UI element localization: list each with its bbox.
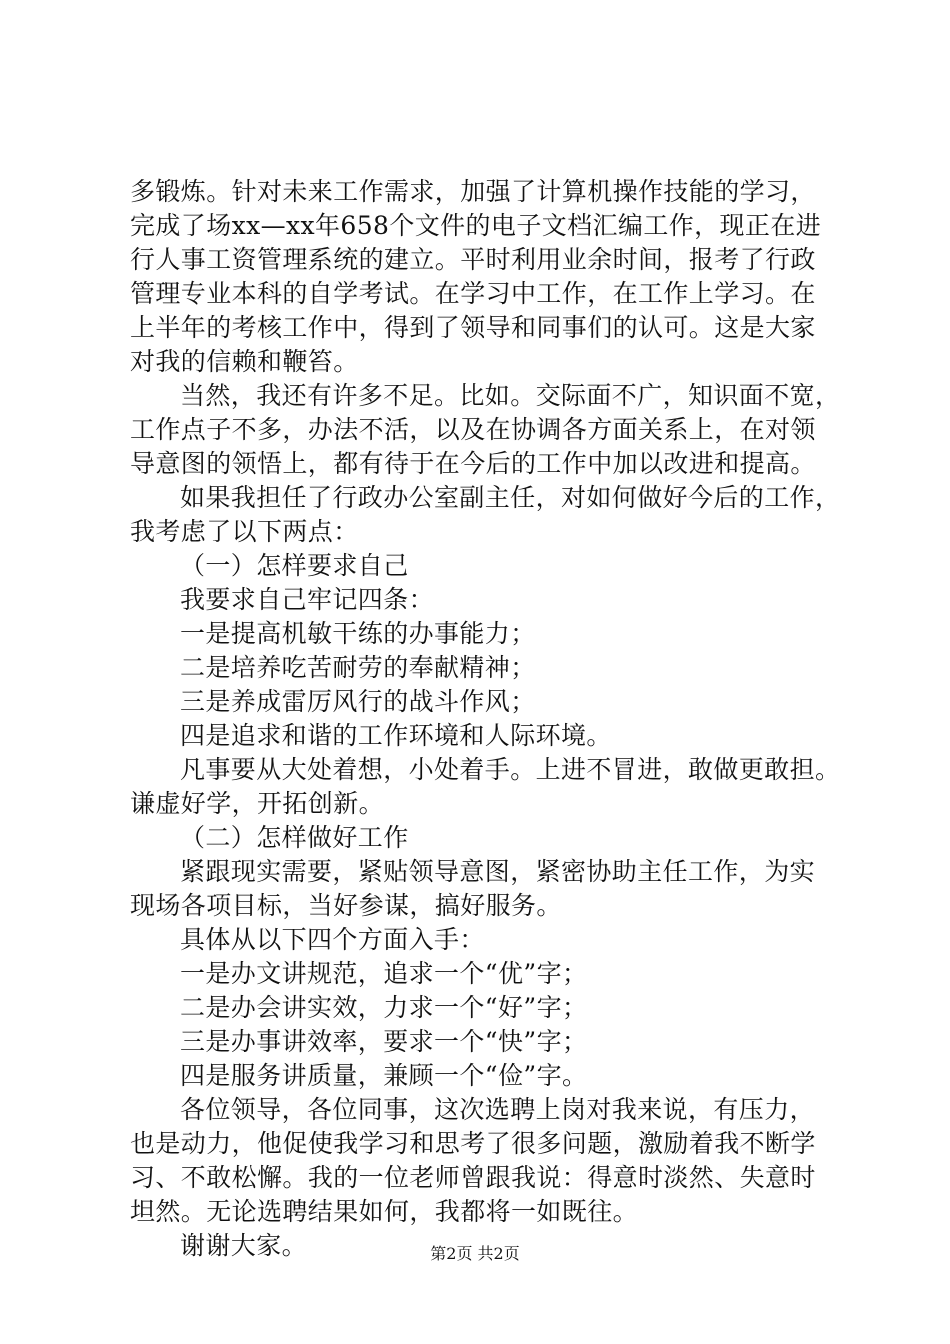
- list-item: 二是办会讲实效，力求一个“好”字；: [180, 993, 588, 1022]
- paragraph-line: 习、不敢松懈。我的一位老师曾跟我说：得意时淡然、失意时: [130, 1163, 816, 1192]
- paragraph-line: 凡事要从大处着想，小处着手。上进不冒进，敢做更敢担。: [180, 755, 841, 784]
- list-item: 四是服务讲质量，兼顾一个“俭”字。: [180, 1061, 588, 1090]
- paragraph-line: 当然，我还有许多不足。比如。交际面不广，知识面不宽，: [180, 381, 841, 410]
- paragraph-line: 多锻炼。针对未来工作需求，加强了计算机操作技能的学习，: [130, 177, 816, 206]
- paragraph-line: 我要求自己牢记四条：: [180, 585, 435, 614]
- list-item: 一是办文讲规范，追求一个“优”字；: [180, 959, 588, 988]
- paragraph-line: 谦虚好学，开拓创新。: [130, 789, 385, 818]
- paragraph-line: 也是动力，他促使我学习和思考了很多问题，激励着我不断学: [130, 1129, 816, 1158]
- paragraph-line: 坦然。无论选聘结果如何，我都将一如既往。: [130, 1197, 639, 1226]
- section-heading: （二）怎样做好工作: [180, 823, 409, 852]
- paragraph-line: 具体从以下四个方面入手：: [180, 925, 485, 954]
- page-footer: 第2页 共2页: [430, 1244, 520, 1263]
- paragraph-line: 工作点子不多，办法不活，以及在协调各方面关系上，在对领: [130, 415, 816, 444]
- paragraph-line: 管理专业本科的自学考试。在学习中工作，在工作上学习。在: [130, 279, 816, 308]
- paragraph-line: 导意图的领悟上，都有待于在今后的工作中加以改进和提高。: [130, 449, 816, 478]
- section-heading: （一）怎样要求自己: [180, 551, 409, 580]
- paragraph-line: 我考虑了以下两点：: [130, 517, 359, 546]
- list-item: 二是培养吃苦耐劳的奉献精神；: [180, 653, 536, 682]
- list-item: 四是追求和谐的工作环境和人际环境。: [180, 721, 612, 750]
- paragraph-line: 对我的信赖和鞭笞。: [130, 347, 359, 376]
- paragraph-line: 完成了场xx—xx年658个文件的电子文档汇编工作，现正在进: [130, 211, 822, 240]
- paragraph-line: 谢谢大家。: [180, 1231, 308, 1260]
- paragraph-line: 上半年的考核工作中，得到了领导和同事们的认可。这是大家: [130, 313, 816, 342]
- list-item: 三是养成雷厉风行的战斗作风；: [180, 687, 536, 716]
- paragraph-line: 如果我担任了行政办公室副主任，对如何做好今后的工作，: [180, 483, 841, 512]
- paragraph-line: 现场各项目标，当好参谋，搞好服务。: [130, 891, 562, 920]
- paragraph-line: 各位领导，各位同事，这次选聘上岗对我来说，有压力，: [180, 1095, 816, 1124]
- list-item: 一是提高机敏干练的办事能力；: [180, 619, 536, 648]
- list-item: 三是办事讲效率，要求一个“快”字；: [180, 1027, 588, 1056]
- paragraph-line: 行人事工资管理系统的建立。平时利用业余时间，报考了行政: [130, 245, 816, 274]
- paragraph-line: 紧跟现实需要，紧贴领导意图，紧密协助主任工作，为实: [180, 857, 816, 886]
